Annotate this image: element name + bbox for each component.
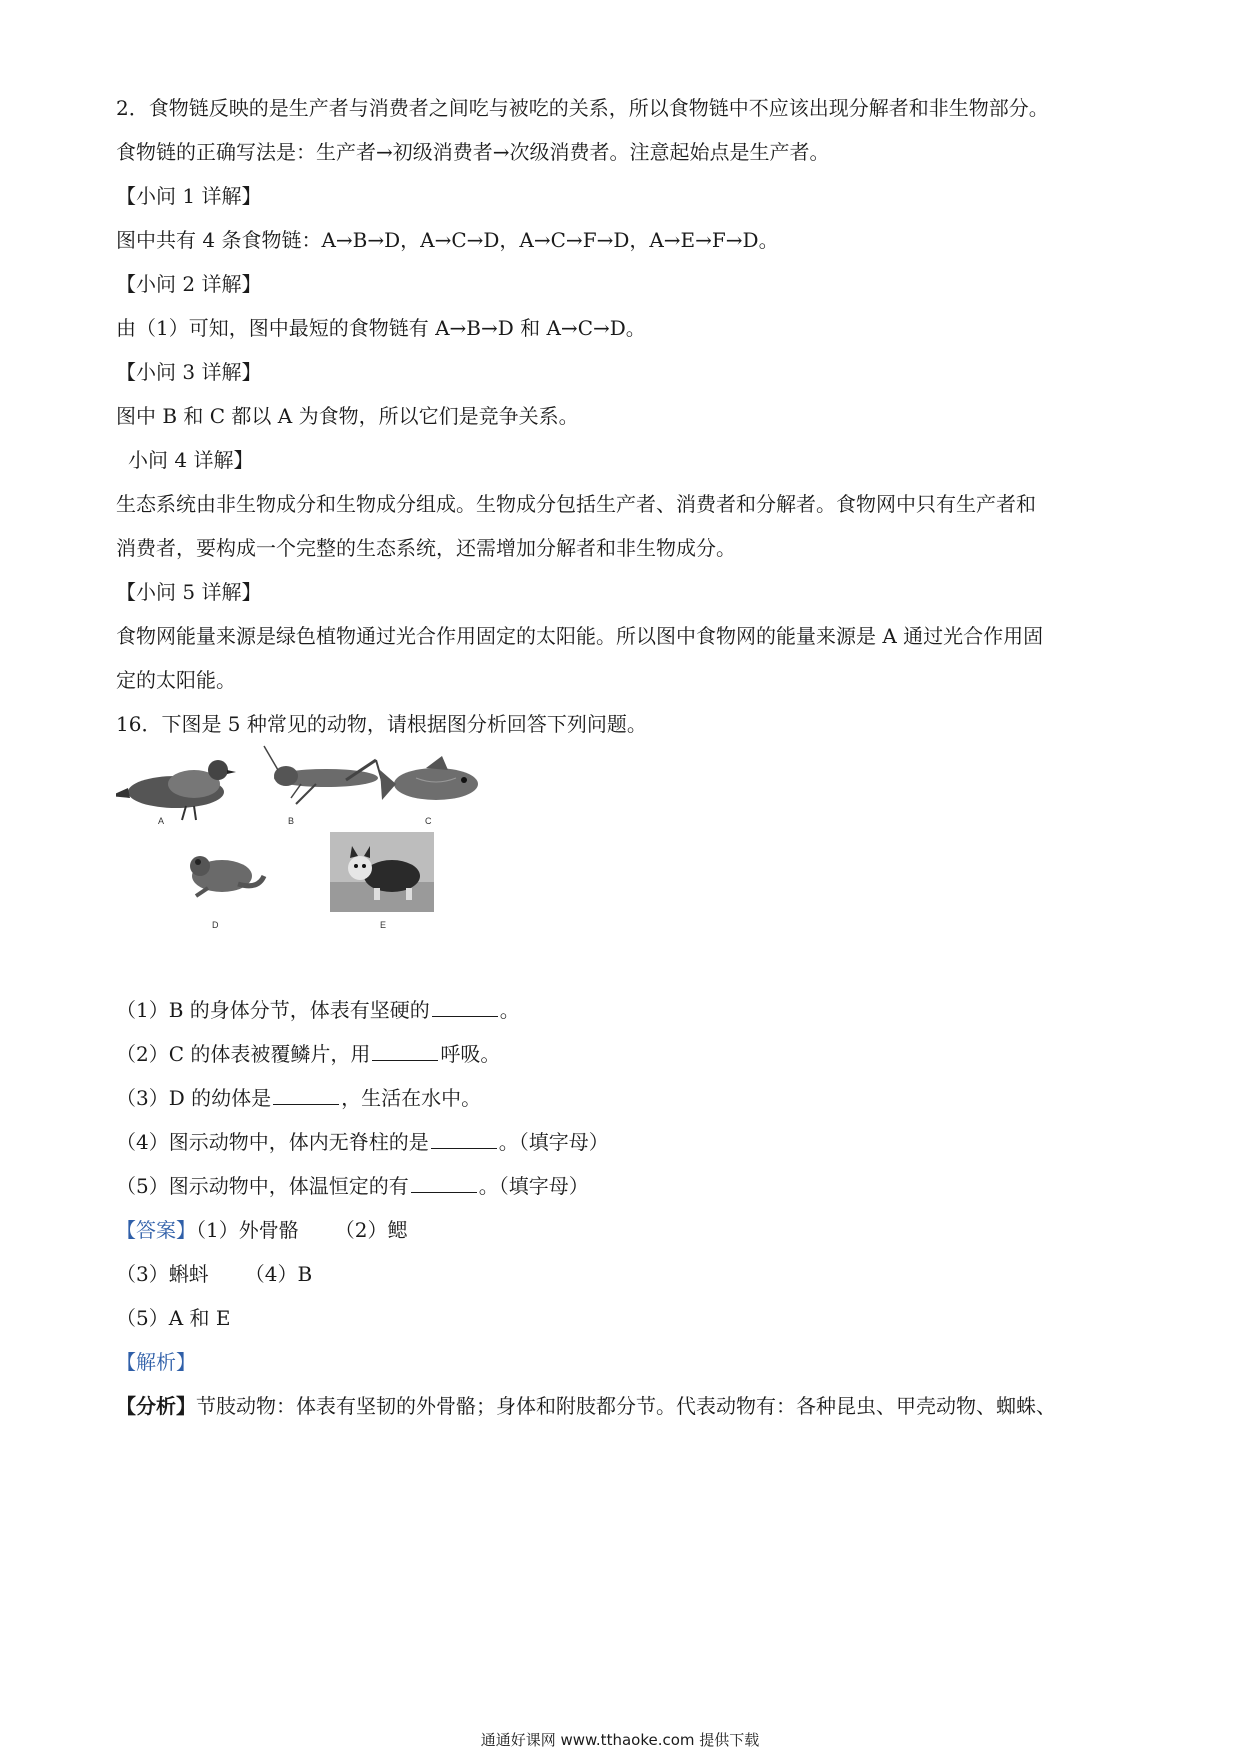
section-heading: 【小问 5 详解】	[116, 580, 262, 604]
answer-blank[interactable]	[273, 1086, 339, 1105]
pigeon-image	[116, 740, 536, 860]
answer-blank[interactable]	[411, 1174, 477, 1193]
question-2: （2）C 的体表被覆鳞片，用 呼吸。	[116, 1042, 501, 1066]
pigeon-figure	[116, 760, 236, 820]
figure-label: E	[380, 920, 387, 930]
figure-label: A	[158, 816, 165, 826]
section-heading: 小问 4 详解】	[128, 448, 254, 472]
answer-blank[interactable]	[431, 1130, 497, 1149]
answer-line: 【答案】（1）外骨骼 （2）鳃	[116, 1218, 408, 1242]
question-4: （4）图示动物中，体内无脊柱的是 。（填字母）	[116, 1130, 609, 1154]
figure-label: C	[425, 816, 432, 826]
figure-label: B	[288, 816, 295, 826]
text-line: 由（1）可知，图中最短的食物链有 A→B→D 和 A→C→D。	[116, 316, 646, 340]
text-line: 图中共有 4 条食物链：A→B→D，A→C→D，A→C→F→D，A→E→F→D。	[116, 228, 779, 252]
text-line: 消费者，要构成一个完整的生态系统，还需增加分解者和非生物成分。	[116, 536, 736, 560]
section-heading: 【小问 3 详解】	[116, 360, 262, 384]
page-footer: 通通好课网 www.tthaoke.com 提供下载	[480, 1731, 760, 1749]
analysis-text: 【分析】节肢动物：体表有坚韧的外骨骼；身体和附肢都分节。代表动物有：各种昆虫、甲壳动物、蜘蛛、	[116, 1394, 1056, 1418]
question-1: （1）B 的身体分节，体表有坚硬的 。	[116, 998, 520, 1022]
frog-image	[178, 846, 274, 906]
answer-line: （3）蝌蚪 （4）B	[116, 1262, 313, 1286]
question-3: （3）D 的幼体是 ，生活在水中。	[116, 1086, 482, 1110]
question-title: 16．下图是 5 种常见的动物，请根据图分析回答下列问题。	[116, 712, 647, 736]
text-line: 图中 B 和 C 都以 A 为食物，所以它们是竞争关系。	[116, 404, 579, 428]
text-line: 食物链的正确写法是：生产者→初级消费者→次级消费者。注意起始点是生产者。	[116, 140, 830, 164]
grasshopper-figure	[264, 746, 384, 804]
fish-figure	[380, 756, 478, 800]
dog-image	[330, 832, 434, 912]
text-line: 食物网能量来源是绿色植物通过光合作用固定的太阳能。所以图中食物网的能量来源是 A 通过光合作用固	[116, 624, 1044, 648]
text-line: 2．食物链反映的是生产者与消费者之间吃与被吃的关系，所以食物链中不应该出现分解者和非生物部分。	[116, 96, 1049, 120]
answer-blank[interactable]	[432, 998, 498, 1017]
analysis-tag: 【解析】	[116, 1350, 196, 1374]
answer-line: （5）A 和 E	[116, 1306, 231, 1330]
question-5: （5）图示动物中，体温恒定的有 。（填字母）	[116, 1174, 589, 1198]
figure-label: D	[212, 920, 219, 930]
section-heading: 【小问 1 详解】	[116, 184, 262, 208]
section-heading: 【小问 2 详解】	[116, 272, 262, 296]
text-line: 生态系统由非生物成分和生物成分组成。生物成分包括生产者、消费者和分解者。食物网中只有生产者和	[116, 492, 1036, 516]
text-line: 定的太阳能。	[116, 668, 236, 692]
answer-tag: 【答案】	[116, 1218, 196, 1242]
answer-blank[interactable]	[372, 1042, 438, 1061]
